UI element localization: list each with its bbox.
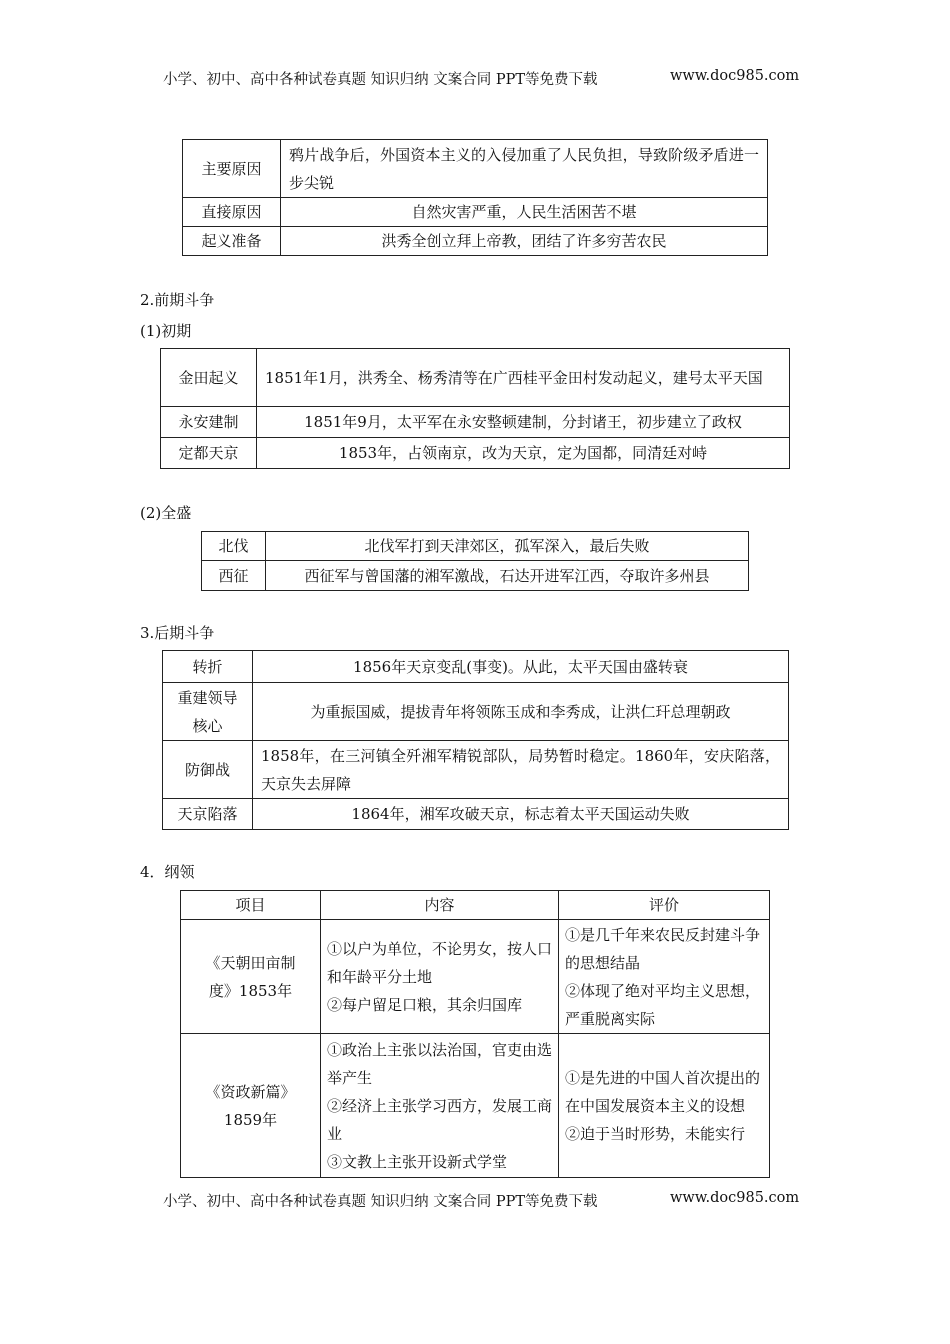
program-content bbox=[321, 920, 559, 1034]
table-value: 西征军与曾国藩的湘军激战，石达开进军江西，夺取许多州县 bbox=[266, 561, 749, 591]
column-header: 内容 bbox=[321, 891, 559, 920]
column-header: 评价 bbox=[559, 891, 770, 920]
table-key: 直接原因 bbox=[183, 198, 281, 227]
section-heading: 4．纲领 bbox=[140, 863, 195, 881]
table-value: 洪秀全创立拜上帝教，团结了许多穷苦农民 bbox=[281, 227, 768, 256]
eval-line: ①是先进的中国人首次提出的在中国发展资本主义的设想 bbox=[565, 1068, 761, 1115]
table-key: 重建领导核心 bbox=[163, 683, 253, 741]
table-key: 防御战 bbox=[163, 741, 253, 799]
program-table bbox=[180, 890, 770, 1178]
header-url[interactable]: www.doc985.com bbox=[670, 68, 800, 84]
table-value: 北伐军打到天津郊区，孤军深入，最后失败 bbox=[266, 532, 749, 561]
program-content bbox=[321, 1034, 559, 1178]
table-value: 自然灾害严重，人民生活困苦不堪 bbox=[281, 198, 768, 227]
table-key: 起义准备 bbox=[183, 227, 281, 256]
peak-table bbox=[201, 531, 749, 591]
table-key: 北伐 bbox=[202, 532, 266, 561]
table-value: 1851年9月，太平军在永安整顿建制，分封诸王，初步建立了政权 bbox=[257, 407, 790, 438]
eval-line: ②体现了绝对平均主义思想，严重脱离实际 bbox=[565, 981, 761, 1028]
subsection-heading: (1)初期 bbox=[140, 322, 192, 340]
program-item: 《天朝田亩制度》1853年 bbox=[181, 920, 321, 1034]
table-key: 金田起义 bbox=[161, 349, 257, 407]
table-value: 1858年，在三河镇全歼湘军精锐部队，局势暂时稳定。1860年，安庆陷落，天京失去屏障 bbox=[253, 741, 789, 799]
section-heading: 3.后期斗争 bbox=[140, 624, 215, 642]
content-line: ①政治上主张以法治国，官吏由选举产生 bbox=[327, 1040, 553, 1087]
table-key: 定都天京 bbox=[161, 438, 257, 469]
table-row bbox=[181, 1034, 770, 1178]
header-left-text: 小学、初中、高中各种试卷真题 知识归纳 文案合同 PPT等免费下载 bbox=[163, 72, 598, 88]
content-line: ①以户为单位，不论男女，按人口和年龄平分土地 bbox=[327, 939, 553, 986]
program-item: 《资政新篇》1859年 bbox=[181, 1034, 321, 1178]
table-key: 主要原因 bbox=[183, 140, 281, 198]
table-value: 1851年1月，洪秀全、杨秀清等在广西桂平金田村发动起义，建号太平天国 bbox=[257, 349, 790, 407]
subsection-heading: (2)全盛 bbox=[140, 504, 192, 522]
column-header: 项目 bbox=[181, 891, 321, 920]
table-key: 天京陷落 bbox=[163, 799, 253, 830]
table-value: 1856年天京变乱(事变)。从此，太平天国由盛转衰 bbox=[253, 651, 789, 683]
content-line: ③文教上主张开设新式学堂 bbox=[327, 1152, 508, 1171]
table-value: 鸦片战争后，外国资本主义的入侵加重了人民负担，导致阶级矛盾进一步尖锐 bbox=[281, 140, 768, 198]
late-struggle-table bbox=[162, 650, 789, 830]
table-value: 为重振国威，提拔青年将领陈玉成和李秀成，让洪仁玕总理朝政 bbox=[253, 683, 789, 741]
eval-line: ②迫于当时形势，未能实行 bbox=[565, 1124, 746, 1143]
table-key: 西征 bbox=[202, 561, 266, 591]
table-value: 1864年，湘军攻破天京，标志着太平天国运动失败 bbox=[253, 799, 789, 830]
table-key: 转折 bbox=[163, 651, 253, 683]
content-line: ②每户留足口粮，其余归国库 bbox=[327, 995, 523, 1014]
table-row bbox=[181, 920, 770, 1034]
table-key: 永安建制 bbox=[161, 407, 257, 438]
footer-left-text: 小学、初中、高中各种试卷真题 知识归纳 文案合同 PPT等免费下载 bbox=[163, 1194, 598, 1210]
program-eval bbox=[559, 920, 770, 1034]
footer-url[interactable]: www.doc985.com bbox=[670, 1190, 800, 1206]
program-eval bbox=[559, 1034, 770, 1178]
causes-table bbox=[182, 139, 768, 256]
eval-line: ①是几千年来农民反封建斗争的思想结晶 bbox=[565, 925, 761, 972]
table-value: 1853年，占领南京，改为天京，定为国都，同清廷对峙 bbox=[257, 438, 790, 469]
early-struggle-table bbox=[160, 348, 790, 469]
content-line: ②经济上主张学习西方，发展工商业 bbox=[327, 1096, 553, 1143]
section-heading: 2.前期斗争 bbox=[140, 291, 215, 309]
